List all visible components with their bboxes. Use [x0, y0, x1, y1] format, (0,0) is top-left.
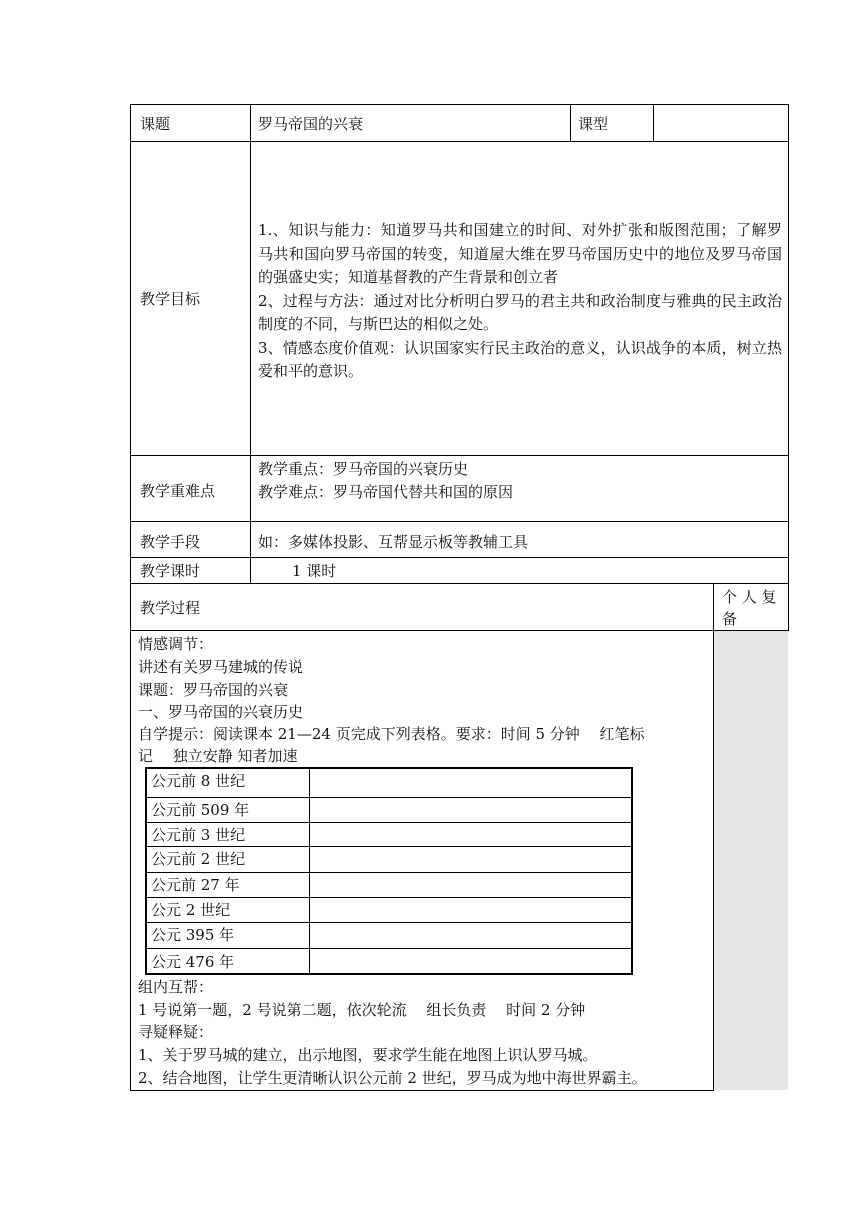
process-line: 情感调节： [138, 635, 214, 653]
rule [145, 872, 633, 873]
rule [145, 948, 633, 949]
key-point: 教学重点：罗马帝国的兴衰历史 [258, 460, 469, 478]
difficult-point: 教学难点：罗马帝国代替共和国的原因 [258, 483, 514, 501]
process-line: 自学提示：阅读课本 21—24 页完成下列表格。要求：时间 5 分钟 红笔标 [138, 725, 645, 743]
process-line: 课题：罗马帝国的兴衰 [138, 681, 289, 699]
timeline-date: 公元 476 年 [151, 953, 235, 971]
hours-label: 教学课时 [140, 562, 201, 580]
timeline-date: 公元前 27 年 [151, 876, 240, 894]
personal-review-label: 个 人 复 [722, 588, 777, 606]
rule [130, 630, 789, 631]
rule [309, 767, 310, 975]
rule [145, 822, 633, 823]
timeline-date: 公元前 3 世纪 [151, 826, 246, 844]
rule [145, 973, 633, 975]
process-line: 1、关于罗马城的建立，出示地图，要求学生能在地图上识认罗马城。 [138, 1046, 598, 1064]
objective-item: 2、过程与方法：通过对比分析明白罗马的君主共和政治制度与雅典的民主政治制度的不同，与斯巴达的相似之处。 [258, 291, 782, 333]
rule [145, 797, 633, 798]
objective-item: 1.、知识与能力：知道罗马共和国建立的时间、对外扩张和版图范围；了解罗马共和国向罗马帝国的转变，知道屋大维在罗马帝国历史中的地位及罗马帝国的强盛史实；知道基督教的产生背景和创立者 [258, 221, 782, 286]
process-line: 1 号说第一题，2 号说第二题，依次轮流 组长负责 时间 2 分钟 [138, 1001, 586, 1019]
topic-label: 课题 [140, 115, 171, 133]
rule [130, 1090, 714, 1091]
rule [250, 104, 251, 583]
hours-value: 1 课时 [292, 562, 337, 580]
means-value: 如：多媒体投影、互帮显示板等教辅工具 [258, 533, 529, 551]
timeline-date: 公元 395 年 [151, 926, 235, 944]
rule [145, 897, 633, 898]
rule [130, 557, 789, 558]
rule [130, 141, 789, 142]
table-border-left [130, 104, 131, 1091]
timeline-date: 公元前 2 世纪 [151, 850, 246, 868]
process-line: 寻疑释疑： [138, 1023, 214, 1041]
process-line: 一、罗马帝国的兴衰历史 [138, 703, 304, 721]
rule [130, 583, 789, 584]
rule [631, 767, 633, 975]
rule [130, 521, 789, 522]
key-points-label: 教学重难点 [140, 482, 216, 500]
topic-value: 罗马帝国的兴衰 [258, 115, 364, 133]
rule [130, 455, 789, 456]
timeline-date: 公元前 509 年 [151, 801, 250, 819]
rule [145, 767, 633, 769]
rule [145, 922, 633, 923]
process-line: 记 独立安静 知者加速 [138, 747, 298, 765]
timeline-date: 公元 2 世纪 [151, 901, 231, 919]
process-line: 组内互帮： [138, 978, 214, 996]
type-label: 课型 [578, 115, 609, 133]
rule [570, 104, 571, 141]
timeline-date: 公元前 8 世纪 [151, 772, 246, 790]
rule [653, 104, 654, 141]
objective-item: 3、情感态度价值观：认识国家实行民主政治的意义，认识战争的本质，树立热爱和平的意识。 [258, 338, 782, 380]
table-border-right [788, 104, 789, 631]
personal-review-label-2: 备 [722, 610, 738, 628]
objectives-label: 教学目标 [140, 290, 201, 308]
rule [145, 767, 147, 975]
objectives-list [258, 219, 782, 384]
process-line: 讲述有关罗马建城的传说 [138, 658, 304, 676]
process-label: 教学过程 [140, 599, 201, 617]
rule [130, 104, 789, 105]
process-line: 2、结合地图，让学生更清晰认识公元前 2 世纪，罗马成为地中海世界霸主。 [138, 1069, 647, 1087]
means-label: 教学手段 [140, 533, 201, 551]
rule [145, 846, 633, 847]
personal-notes-cell [714, 631, 788, 1090]
